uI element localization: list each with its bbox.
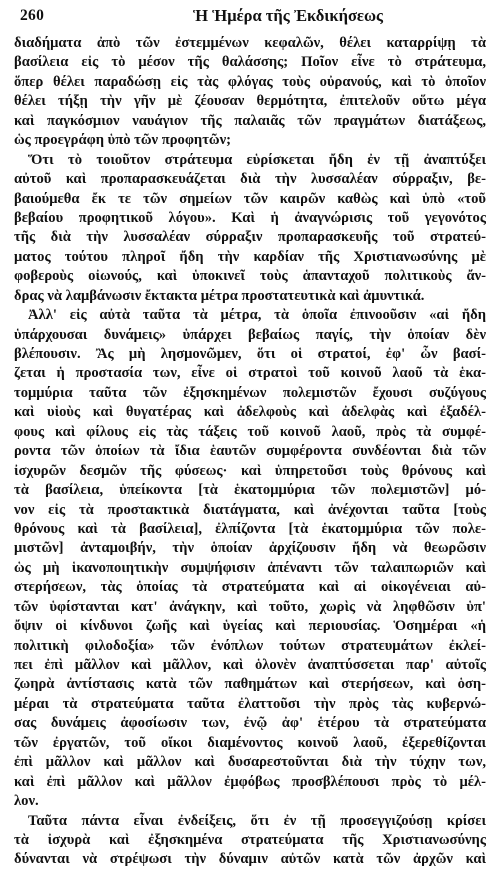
- text-line: πει ἐπὶ μᾶλλον καὶ μᾶλλον, καὶ ὁλονὲν ἀναπτύσσεται παρ' αὐτοῖς: [14, 657, 486, 673]
- text-line: ὡς προεγράφη ὑπὸ τῶν προφητῶν;: [14, 132, 231, 149]
- text-line: βασίλεια εἰς τὸ μέσον τῆς θαλάσσης; Ποῖον εἶνε τὸ στράτευμα,: [14, 54, 486, 71]
- text-line: ροντα τῶν ὁποίων τὰ ἴδια ἑαυτῶν συμφέροντα συνδέονται διὰ τῶν: [14, 443, 486, 460]
- text-line: νον εἰς τὰ προστακτικὰ διατάγματα, καὶ ἀνέχονται ταῦτα [τοὺς: [14, 501, 486, 518]
- page-number: 260: [20, 7, 45, 24]
- text-line: καὶ υἱοὺς καὶ θυγατέρας καὶ ἀδελφοὺς καὶ ἀδελφὰς καὶ ἐξαδέλ-: [14, 404, 486, 421]
- text-line: ἰσχυρῶν δεσμῶν τῆς φύσεως· καὶ ὑπηρετοῦσι τοὺς θρόνους καὶ: [14, 462, 486, 479]
- text-line: διαδήματα ἀπὸ τῶν ἐστεμμένων κεφαλῶν, θέλει καταρρίψῃ τὰ: [14, 35, 486, 51]
- text-line: μιστῶν] ἀνταμοιβήν, τὴν ὁποίαν ἀρχίζουσιν ἤδη νὰ θεωρῶσιν: [14, 540, 486, 557]
- text-line: Ἀλλ' εἰς αὐτὰ ταῦτα τὰ μέτρα, τὰ ὁποῖα ἐπινοοῦσιν «αἱ ἤδη: [28, 307, 486, 324]
- text-line: τῶν ἐργατῶν, τοῦ οἴκοι διαμένοντος κοινοῦ λαοῦ, ἐξερεθίζονται: [14, 734, 486, 751]
- text-line: φοβεροὺς οἰωνούς, καὶ ὑποκινεῖ τοὺς ἁπανταχοῦ πολιτικοὺς ἄν-: [14, 268, 486, 285]
- text-line: φους καὶ φίλους εἰς τὰς τάξεις τοῦ κοινοῦ λαοῦ, πρὸς τὰ συμφέ-: [14, 423, 486, 440]
- text-line: τὰ βασίλεια, ὑπείκοντα [τὰ ἑκατομμύρια τῶν πολεμιστῶν] μό-: [14, 482, 486, 499]
- running-head: Ἡ Ἡμέρα τῆς Ἐκδικήσεως: [192, 6, 384, 25]
- text-line: αὐτοῦ καὶ προπαρασκευάζεται διὰ τὴν λυσσαλέαν σύρραξιν, βε-: [14, 171, 486, 188]
- text-line: βλέπουσιν. Ἂς μὴ λησμονῶμεν, ὅτι οἱ στρατοί, ἐφ' ὧν βασί-: [14, 346, 486, 362]
- text-line: ζεται ἡ προστασία των, εἶνε οἱ στρατοὶ τοῦ κοινοῦ λαοῦ τὰ ἑκα-: [14, 365, 486, 382]
- text-line: ὑπάρχουσαι δυνάμεις» ὑπάρχει βεβαίως παγίς, τὴν ὁποίαν δὲν: [14, 326, 486, 343]
- page-header: [20, 3, 486, 29]
- body-text: [14, 34, 486, 870]
- text-line: Ταῦτα πάντα εἶναι ἐνδείξεις, ὅτι ἐν τῇ προσεγγιζούσῃ κρίσει: [28, 812, 486, 829]
- text-line: στερήσεων, τὰς ὁποίας τὰ στρατεύματα καὶ αἱ οἰκογένειαι αὐ-: [14, 579, 486, 596]
- text-line: ὅπερ θέλει παραδώσῃ εἰς τὰς φλόγας τοὺς οὐρανούς, καὶ τὸ ὁποῖον: [14, 73, 486, 90]
- text-line: ὡς μὴ ἱκανοποιητικὴν συμψήφισιν ἀπέναντι τῶν ταλαιπωριῶν καὶ: [14, 559, 486, 576]
- text-line: ἐπὶ μᾶλλον καὶ μᾶλλον καὶ δυσαρεστοῦνται διὰ τὴν τύχην των,: [14, 754, 486, 771]
- text-line: πολιτικὴ φιλοδοξία» τῶν ἐνόπλων τούτων στρατευμάτων ἐκλεί-: [14, 637, 486, 654]
- text-line: ζωηρὰ ἀντίστασις κατὰ τῶν παθημάτων καὶ στερήσεων, καὶ ὁση-: [14, 676, 486, 693]
- text-line: ματος τούτου πληροῖ ἤδη τὴν καρδίαν τῆς Χριστιανωσύνης μὲ: [14, 248, 486, 265]
- text-line: καὶ παγκόσμιον ναυάγιον τῆς παλαιᾶς τῶν πραγμάτων διατάξεως,: [14, 112, 486, 129]
- text-line: σας δυνάμεις ἀφοσίωσιν των, ἐνῷ ἀφ' ἑτέρου τὰ στρατεύματα: [14, 715, 486, 732]
- text-line: δρας νὰ λαμβάνωσιν ἔκτακτα μέτρα προστατευτικὰ καὶ ἀμυντικά.: [14, 287, 425, 304]
- text-line: τῆς διὰ τὴν λυσσαλέαν σύρραξιν προπαρασκευῆς τοῦ στρατεύ-: [14, 229, 486, 246]
- text-line: θέλει τήξῃ τὴν γῆν μὲ ζέουσαν θερμότητα, ἐπιτελοῦν οὕτω μέγα: [14, 93, 486, 110]
- text-line: τὰ ἰσχυρὰ καὶ ἐξησκημένα στρατεύματα τῆς Χριστιανωσύνης: [14, 831, 486, 848]
- text-line: λον.: [14, 793, 39, 810]
- text-line: Ὅτι τὸ τοιοῦτον στράτευμα εὑρίσκεται ἤδη ἐν τῇ ἀναπτύξει: [28, 151, 486, 168]
- text-line: καὶ ἐπὶ μᾶλλον καὶ μᾶλλον ἐμφόβως προσβλέπουσι πρὸς τὸ μέλ-: [14, 773, 486, 790]
- text-line: τῶν ὑφίστανται κατ' ἀνάγκην, καὶ τοῦτο, χωρὶς νὰ ληφθῶσιν ὑπ': [14, 598, 486, 615]
- text-line: βαιούμεθα ἔκ τε τῶν σημείων τῶν καιρῶν καθὼς καὶ ὑπὸ «τοῦ: [14, 190, 486, 207]
- text-line: τομμύρια ταῦτα τῶν ἐξησκημένων πολεμιστῶν ἔχουσι συζύγους: [14, 384, 486, 401]
- text-line: δύνανται νὰ στρέψωσι τὴν δύναμιν αὐτῶν κατὰ τῶν ἀρχῶν καὶ: [14, 851, 486, 868]
- text-line: ὄψιν οἱ κίνδυνοι ζωῆς καὶ ὑγείας καὶ περιουσίας. Ὁσημέραι «ἡ: [14, 618, 486, 635]
- text-line: βεβαίου προφητικοῦ λόγου». Καὶ ἡ ἀναγνώρισις τοῦ γεγονότος: [14, 209, 486, 226]
- text-line: θρόνους καὶ τὰ βασίλεια], ἐλπίζοντα [τὰ ἑκατομμύρια τῶν πολε-: [14, 520, 486, 537]
- text-line: μέραι τὰ στρατεύματα ταῦτα ἐλαττοῦσι τὴν πρὸς τὰς κυβερνώ-: [14, 695, 486, 712]
